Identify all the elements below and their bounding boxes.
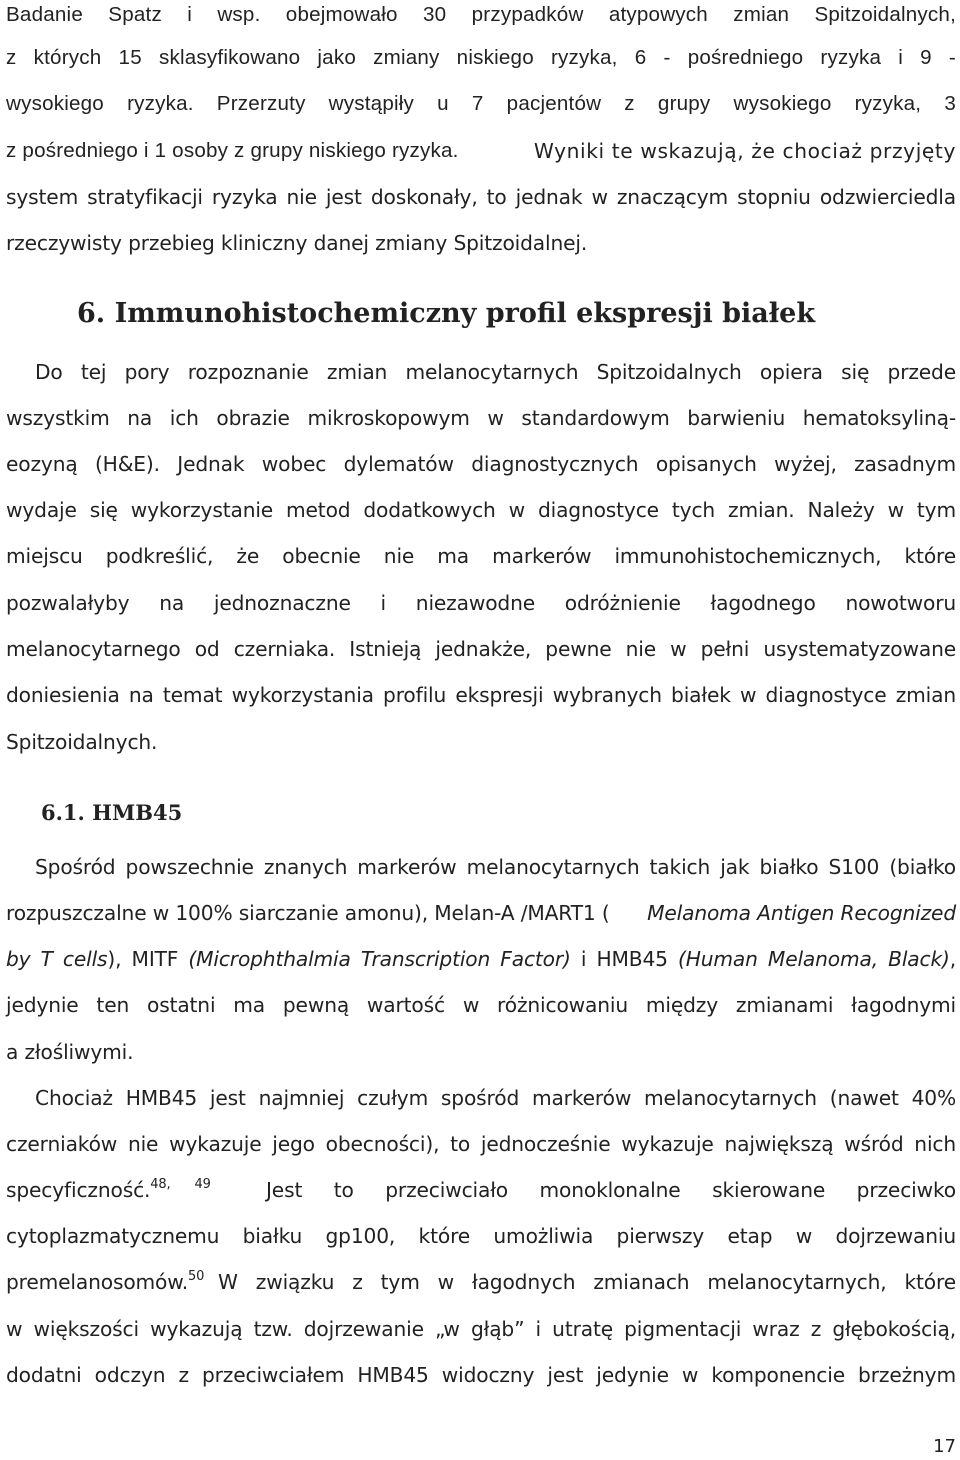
text-line: czerniaków nie wykazuje jego obecności), to jednocześnie wykazuje największą wśród nich: [6, 1132, 956, 1156]
text-line: doniesienia na temat wykorzystania profilu ekspresji wybranych białek w diagnostyce zmian: [6, 683, 956, 707]
text-segment: W związku z tym w łagodnych zmianach melanocytarnych, które: [218, 1270, 956, 1294]
text-line: wszystkim na ich obrazie mikroskopowym w standardowym barwieniu hematoksyliną-: [6, 406, 956, 430]
text-line: melanocytarnego od czerniaka. Istnieją jednakże, pewne nie w pełni usystematyzowane: [6, 637, 956, 661]
text-line: cytoplazmatycznemu białku gp100, które umożliwia pierwszy etap w dojrzewaniu: [6, 1224, 956, 1248]
text-line: wydaje się wykorzystanie metod dodatkowych w diagnostyce tych zmian. Należy w tym: [6, 498, 956, 522]
citation-superscript: 50: [188, 1269, 205, 1284]
text-segment: ), MITF: [107, 947, 189, 971]
text-segment: (Human Melanoma, Black): [678, 947, 950, 971]
text-segment: ,: [949, 947, 956, 971]
section-heading: 6. Immunohistochemiczny profil ekspresji białek: [77, 298, 816, 329]
text-segment: rozpuszczalne w 100% siarczanie amonu), Melan-A /MART1 (: [6, 901, 610, 925]
text-line: Badanie Spatz i wsp. obejmowało 30 przypadków atypowych zmian Spitzoidalnych,: [6, 3, 956, 26]
text-line: [6, 1175, 956, 1205]
text-line: Chociaż HMB45 jest najmniej czułym spośród markerów melanocytarnych (nawet 40%: [35, 1086, 956, 1110]
text-line: wysokiego ryzyka. Przerzuty wystąpiły u 7 pacjentów z grupy wysokiego ryzyka, 3: [6, 92, 956, 115]
text-line: [6, 136, 956, 166]
text-segment: by T cells: [6, 947, 108, 971]
text-line: [6, 898, 956, 928]
citation-superscript: 48,: [150, 1177, 171, 1192]
text-line: [6, 944, 956, 974]
subsection-heading: 6.1. HMB45: [41, 800, 183, 825]
text-line: miejscu podkreślić, że obecnie nie ma markerów immunohistochemicznych, które: [6, 544, 956, 568]
text-line: [6, 1267, 956, 1297]
text-segment: Wyniki te wskazują, że chociaż przyjęty: [533, 139, 956, 163]
text-segment: z pośredniego i 1 osoby z grupy niskiego ryzyka.: [6, 139, 459, 162]
text-line: dodatni odczyn z przeciwciałem HMB45 widoczny jest jedynie w komponencie brzeżnym: [6, 1363, 956, 1387]
text-line: Spośród powszechnie znanych markerów melanocytarnych takich jak białko S100 (białko: [35, 855, 956, 879]
text-segment: Melanoma Antigen Recognized: [647, 901, 956, 925]
text-line: system stratyfikacji ryzyka nie jest doskonały, to jednak w znaczącym stopniu odzwierciedla: [6, 185, 956, 209]
citation-superscript: 49: [194, 1177, 211, 1192]
text-line: w większości wykazują tzw. dojrzewanie „w głąb” i utratę pigmentacji wraz z głębokością,: [6, 1317, 956, 1341]
text-line: a złośliwymi.: [6, 1040, 134, 1064]
text-segment: premelanosomów.: [6, 1270, 189, 1294]
text-line: eozyną (H&E). Jednak wobec dylematów diagnostycznych opisanych wyżej, zasadnym: [6, 452, 956, 476]
text-line: z których 15 sklasyfikowano jako zmiany niskiego ryzyka, 6 - pośredniego ryzyka i 9 -: [6, 46, 956, 69]
text-line: Do tej pory rozpoznanie zmian melanocytarnych Spitzoidalnych opiera się przede: [35, 360, 956, 384]
text-segment: Jest to przeciwciało monoklonalne skierowane przeciwko: [266, 1178, 956, 1202]
text-segment: [6, 1267, 204, 1297]
text-line: jedynie ten ostatni ma pewną wartość w różnicowaniu między zmianami łagodnymi: [6, 993, 956, 1017]
text-line: rzeczywisty przebieg kliniczny danej zmiany Spitzoidalnej.: [6, 231, 588, 255]
text-segment: (Microphthalmia Transcription Factor): [188, 947, 571, 971]
text-segment: specyficzność.: [6, 1178, 151, 1202]
text-line: pozwalałyby na jednoznaczne i niezawodne odróżnienie łagodnego nowotworu: [6, 591, 956, 615]
page-number: 17: [933, 1436, 956, 1457]
text-line: Spitzoidalnych.: [6, 730, 158, 754]
text-segment: [6, 1175, 211, 1205]
text-segment: i HMB45: [570, 947, 679, 971]
